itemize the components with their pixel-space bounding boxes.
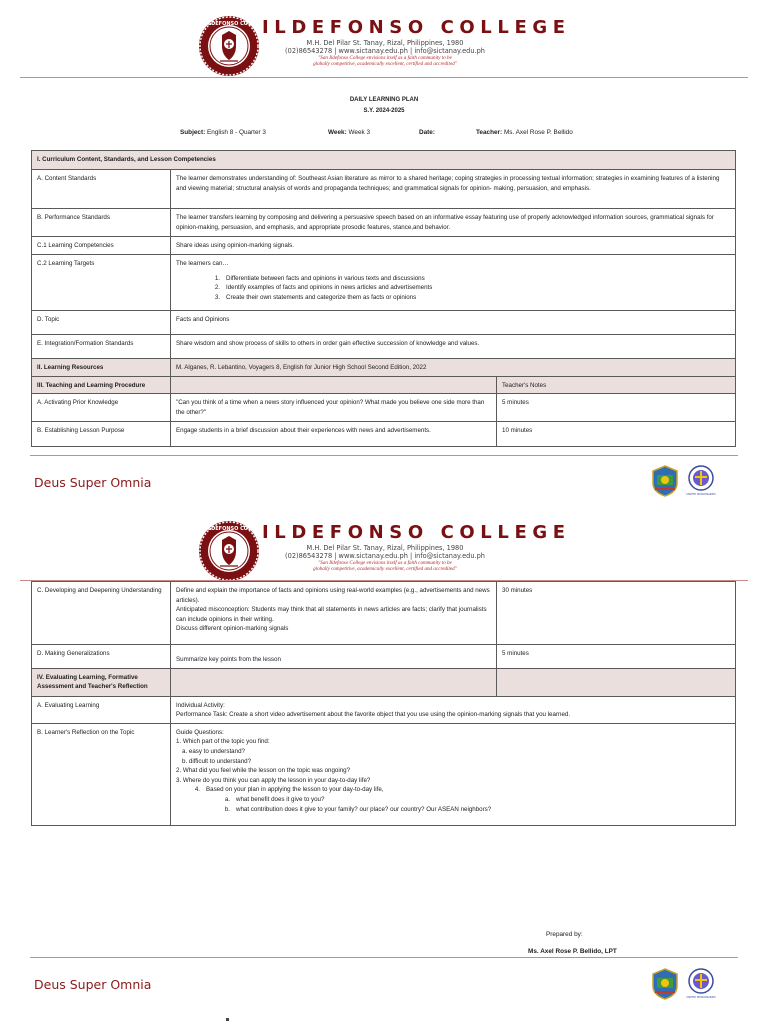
- question-1a: a. easy to understand?: [182, 747, 245, 755]
- integration-label: E. Integration/Formation Standards: [32, 335, 171, 359]
- page-2: [0, 505, 768, 1024]
- question-4a: a. what benefit does it give to you?: [224, 795, 325, 803]
- page-mark: [226, 1018, 229, 1021]
- evaluating-learning-cell: [171, 696, 736, 723]
- content-standards-text: The learner demonstrates understanding of: Southeast Asian literature as mirror to a shared heritage; coping strategies in processing textual information; strategies in examining features of a listening and viewing material; structural analysis of words and propaganda techniques; and grammatical signals for opinion- making, persuasion, and emphasis.: [171, 170, 736, 209]
- evaluating-line-2: Performance Task: Create a short video advertisement about the favorite object that you use using the opinion-marking signals that you learned.: [176, 711, 571, 719]
- question-4: 4. Based on your plan in applying the lesson to your day-to-day life,: [194, 786, 384, 794]
- learning-targets-cell: [171, 255, 736, 311]
- footer-divider: [30, 455, 738, 456]
- learning-targets-list: [176, 274, 730, 303]
- generalizations-note: 5 minutes: [497, 645, 736, 669]
- section-procedure: III. Teaching and Learning Procedure: [32, 376, 171, 394]
- learning-competencies-label: C.1 Learning Competencies: [32, 237, 171, 255]
- developing-line: Anticipated misconception: Students may think that all statements in news articles are facts; clarify that journalists can include opinions in their writing.: [176, 606, 487, 623]
- seal-text: SAN ILDEFONSO COLLEGE: [192, 526, 266, 532]
- college-name: ILDEFONSO COLLEGE: [262, 522, 571, 543]
- performance-standards-label: B. Performance Standards: [32, 209, 171, 237]
- question-4b: b. what contribution does it give to your family? our place? our country? Our ASEAN neighbors?: [224, 805, 492, 813]
- list-item: 3. Create their own statements and categorize them as facts or opinions: [214, 293, 417, 301]
- date-label: Date:: [419, 129, 435, 136]
- activating-note: 5 minutes: [497, 394, 736, 422]
- college-address: M.H. Del Pilar St. Tanay, Rizal, Philippines, 1980: [306, 39, 464, 47]
- teacher-info: [476, 129, 573, 136]
- section-resources: II. Learning Resources: [32, 359, 171, 377]
- reflection-label: B. Learner's Reflection on the Topic: [32, 723, 171, 825]
- college-name: ILDEFONSO COLLEGE: [262, 17, 571, 38]
- date-info: [419, 129, 435, 136]
- list-item: 2. Identify examples of facts and opinions in news articles and advertisements: [214, 284, 433, 292]
- integration-text: Share wisdom and show process of skills to others in order gain effective succession of knowledge and values.: [171, 335, 736, 359]
- footer-divider: [30, 957, 738, 958]
- topic-label: D. Topic: [32, 311, 171, 335]
- generalizations-label: D. Making Generalizations: [32, 645, 171, 669]
- vision-statement-line-1: "San Ildefonso College envisions itself as a faith community to be: [318, 55, 452, 61]
- letterhead: [0, 520, 768, 582]
- reflection-cell: [171, 723, 736, 825]
- section-curriculum: I. Curriculum Content, Standards, and Lesson Competencies: [32, 151, 736, 170]
- developing-line: Discuss different opinion-marking signals: [176, 625, 289, 633]
- header-divider: [20, 77, 748, 78]
- footer-motto: Deus Super Omnia: [34, 475, 152, 490]
- learning-targets-label: C.2 Learning Targets: [32, 255, 171, 311]
- resources-text: M. Alganes, R. Lebantino, Voyagers 8, English for Junior High School Second Edition, 2022: [171, 359, 736, 377]
- teachers-notes-header: Teacher's Notes: [497, 376, 736, 394]
- activating-text: "Can you think of a time when a news story influenced your opinion? What made you believe one side more than the other?": [171, 394, 497, 422]
- letterhead: [0, 15, 768, 77]
- week-label: Week:: [328, 129, 347, 136]
- subject-value: English 8 - Quarter 3: [207, 129, 266, 136]
- generalizations-text: Summarize key points from the lesson: [171, 645, 497, 669]
- week-info: [328, 129, 370, 136]
- developing-line: Define and explain the importance of facts and opinions using real-world examples (e.g., advertisements and news articles).: [176, 587, 490, 604]
- vision-statement-line-2: globally competitive, academically excellent, certified and accredited": [313, 566, 457, 572]
- college-contacts: (02)86543278 | www.sictanay.edu.ph | info@sictanay.edu.ph: [285, 47, 485, 55]
- footer-motto: Deus Super Omnia: [34, 977, 152, 992]
- school-year: S.Y. 2024-2025: [363, 108, 405, 114]
- topic-text: Facts and Opinions: [171, 311, 736, 335]
- learning-plan-table-continued: [31, 581, 736, 826]
- establishing-text: Engage students in a brief discussion about their experiences with news and advertisements.: [171, 422, 497, 447]
- vision-statement-line-2: globally competitive, academically excellent, certified and accredited": [313, 61, 457, 67]
- learning-plan-table: [31, 150, 736, 447]
- preparer-name: Ms. Axel Rose P. Bellido, LPT: [528, 948, 617, 955]
- performance-standards-text: The learner transfers learning by composing and delivering a persuasive speech based on an informative essay featuring use of properly acknowledged information sources, grammatical signals for opinion-making, persuasion, and emphasis, and appropriate prosodic features, stance,and behavior.: [171, 209, 736, 237]
- learning-targets-intro: The learners can…: [176, 260, 229, 267]
- learning-competencies-text: Share ideas using opinion-marking signals.: [171, 237, 736, 255]
- establishing-note: 10 minutes: [497, 422, 736, 447]
- plan-title: DAILY LEARNING PLAN: [349, 97, 419, 103]
- week-value: Week 3: [348, 129, 371, 136]
- developing-label: C. Developing and Deepening Understanding: [32, 582, 171, 645]
- college-contacts: (02)86543278 | www.sictanay.edu.ph | info@sictanay.edu.ph: [285, 552, 485, 560]
- developing-note: 30 minutes: [497, 582, 736, 645]
- missionaries-logo-icon: [687, 968, 715, 1000]
- seal-text: SAN ILDEFONSO COLLEGE: [192, 21, 266, 27]
- school-emblem-icon: [651, 465, 679, 497]
- college-address: M.H. Del Pilar St. Tanay, Rizal, Philippines, 1980: [306, 544, 464, 552]
- subject-label: Subject:: [180, 129, 206, 136]
- activating-label: A. Activating Prior Knowledge: [32, 394, 171, 422]
- page-1: [0, 0, 768, 505]
- school-emblem-icon: [651, 968, 679, 1000]
- teacher-value: Ms. Axel Rose P. Bellido: [503, 129, 573, 136]
- evaluating-learning-label: A. Evaluating Learning: [32, 696, 171, 723]
- content-standards-label: A. Content Standards: [32, 170, 171, 209]
- evaluating-line-1: Individual Activity:: [176, 701, 225, 709]
- subject-info: [180, 129, 266, 136]
- question-1b: b. difficult to understand?: [182, 757, 252, 765]
- establishing-label: B. Establishing Lesson Purpose: [32, 422, 171, 447]
- teacher-label: Teacher:: [476, 129, 503, 136]
- logo-caption: UNITED MISSIONARIES: [686, 996, 716, 999]
- guide-questions-heading: Guide Questions:: [176, 728, 224, 736]
- missionaries-logo-icon: [687, 465, 715, 497]
- logo-caption: UNITED MISSIONARIES: [686, 493, 716, 496]
- question-3: 3. Where do you think you can apply the lesson in your day-to-day life?: [176, 776, 371, 784]
- prepared-by-label: Prepared by:: [546, 931, 583, 938]
- list-item: 1. Differentiate between facts and opinions in various texts and discussions: [214, 274, 425, 282]
- question-2: 2. What did you feel while the lesson on the topic was ongoing?: [176, 767, 351, 775]
- section-evaluating: IV. Evaluating Learning, Formative Assessment and Teacher's Reflection: [32, 668, 171, 696]
- vision-statement-line-1: "San Ildefonso College envisions itself as a faith community to be: [318, 560, 452, 566]
- question-1: 1. Which part of the topic you find:: [176, 738, 270, 746]
- developing-cell: [171, 582, 497, 645]
